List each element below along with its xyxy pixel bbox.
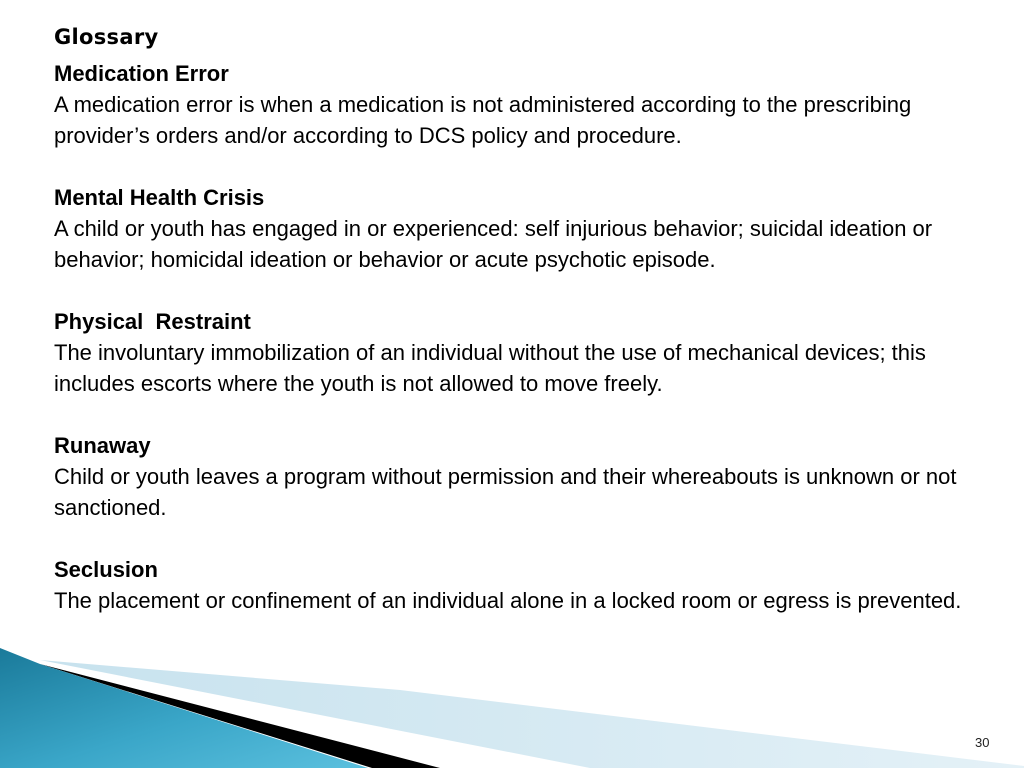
glossary-term: Runaway — [54, 433, 151, 458]
glossary-term: Mental Health Crisis — [54, 185, 265, 210]
glossary-definition: A child or youth has engaged in or experienced: self injurious behavior; suicidal ideation or behavior; homicidal ideation or behavior or acute psychotic episode. — [54, 216, 933, 272]
glossary-term: Medication Error — [54, 61, 229, 86]
glossary-definition: The placement or confinement of an individual alone in a locked room or egress is prevented. — [54, 588, 962, 613]
glossary-term: Seclusion — [54, 557, 158, 582]
glossary-definition: The involuntary immobilization of an individual without the use of mechanical devices; this includes escorts where the youth is not allowed to move freely. — [54, 340, 926, 396]
glossary-definition: A medication error is when a medication is not administered according to the prescribing provider’s orders and/or according to DCS policy and procedure. — [54, 92, 912, 148]
page-number: 30 — [975, 735, 990, 750]
glossary-term: Physical Restraint — [54, 309, 251, 334]
glossary-definition: Child or youth leaves a program without permission and their whereabouts is unknown or not sanctioned. — [54, 464, 957, 520]
slide-title: Glossary — [54, 25, 159, 49]
